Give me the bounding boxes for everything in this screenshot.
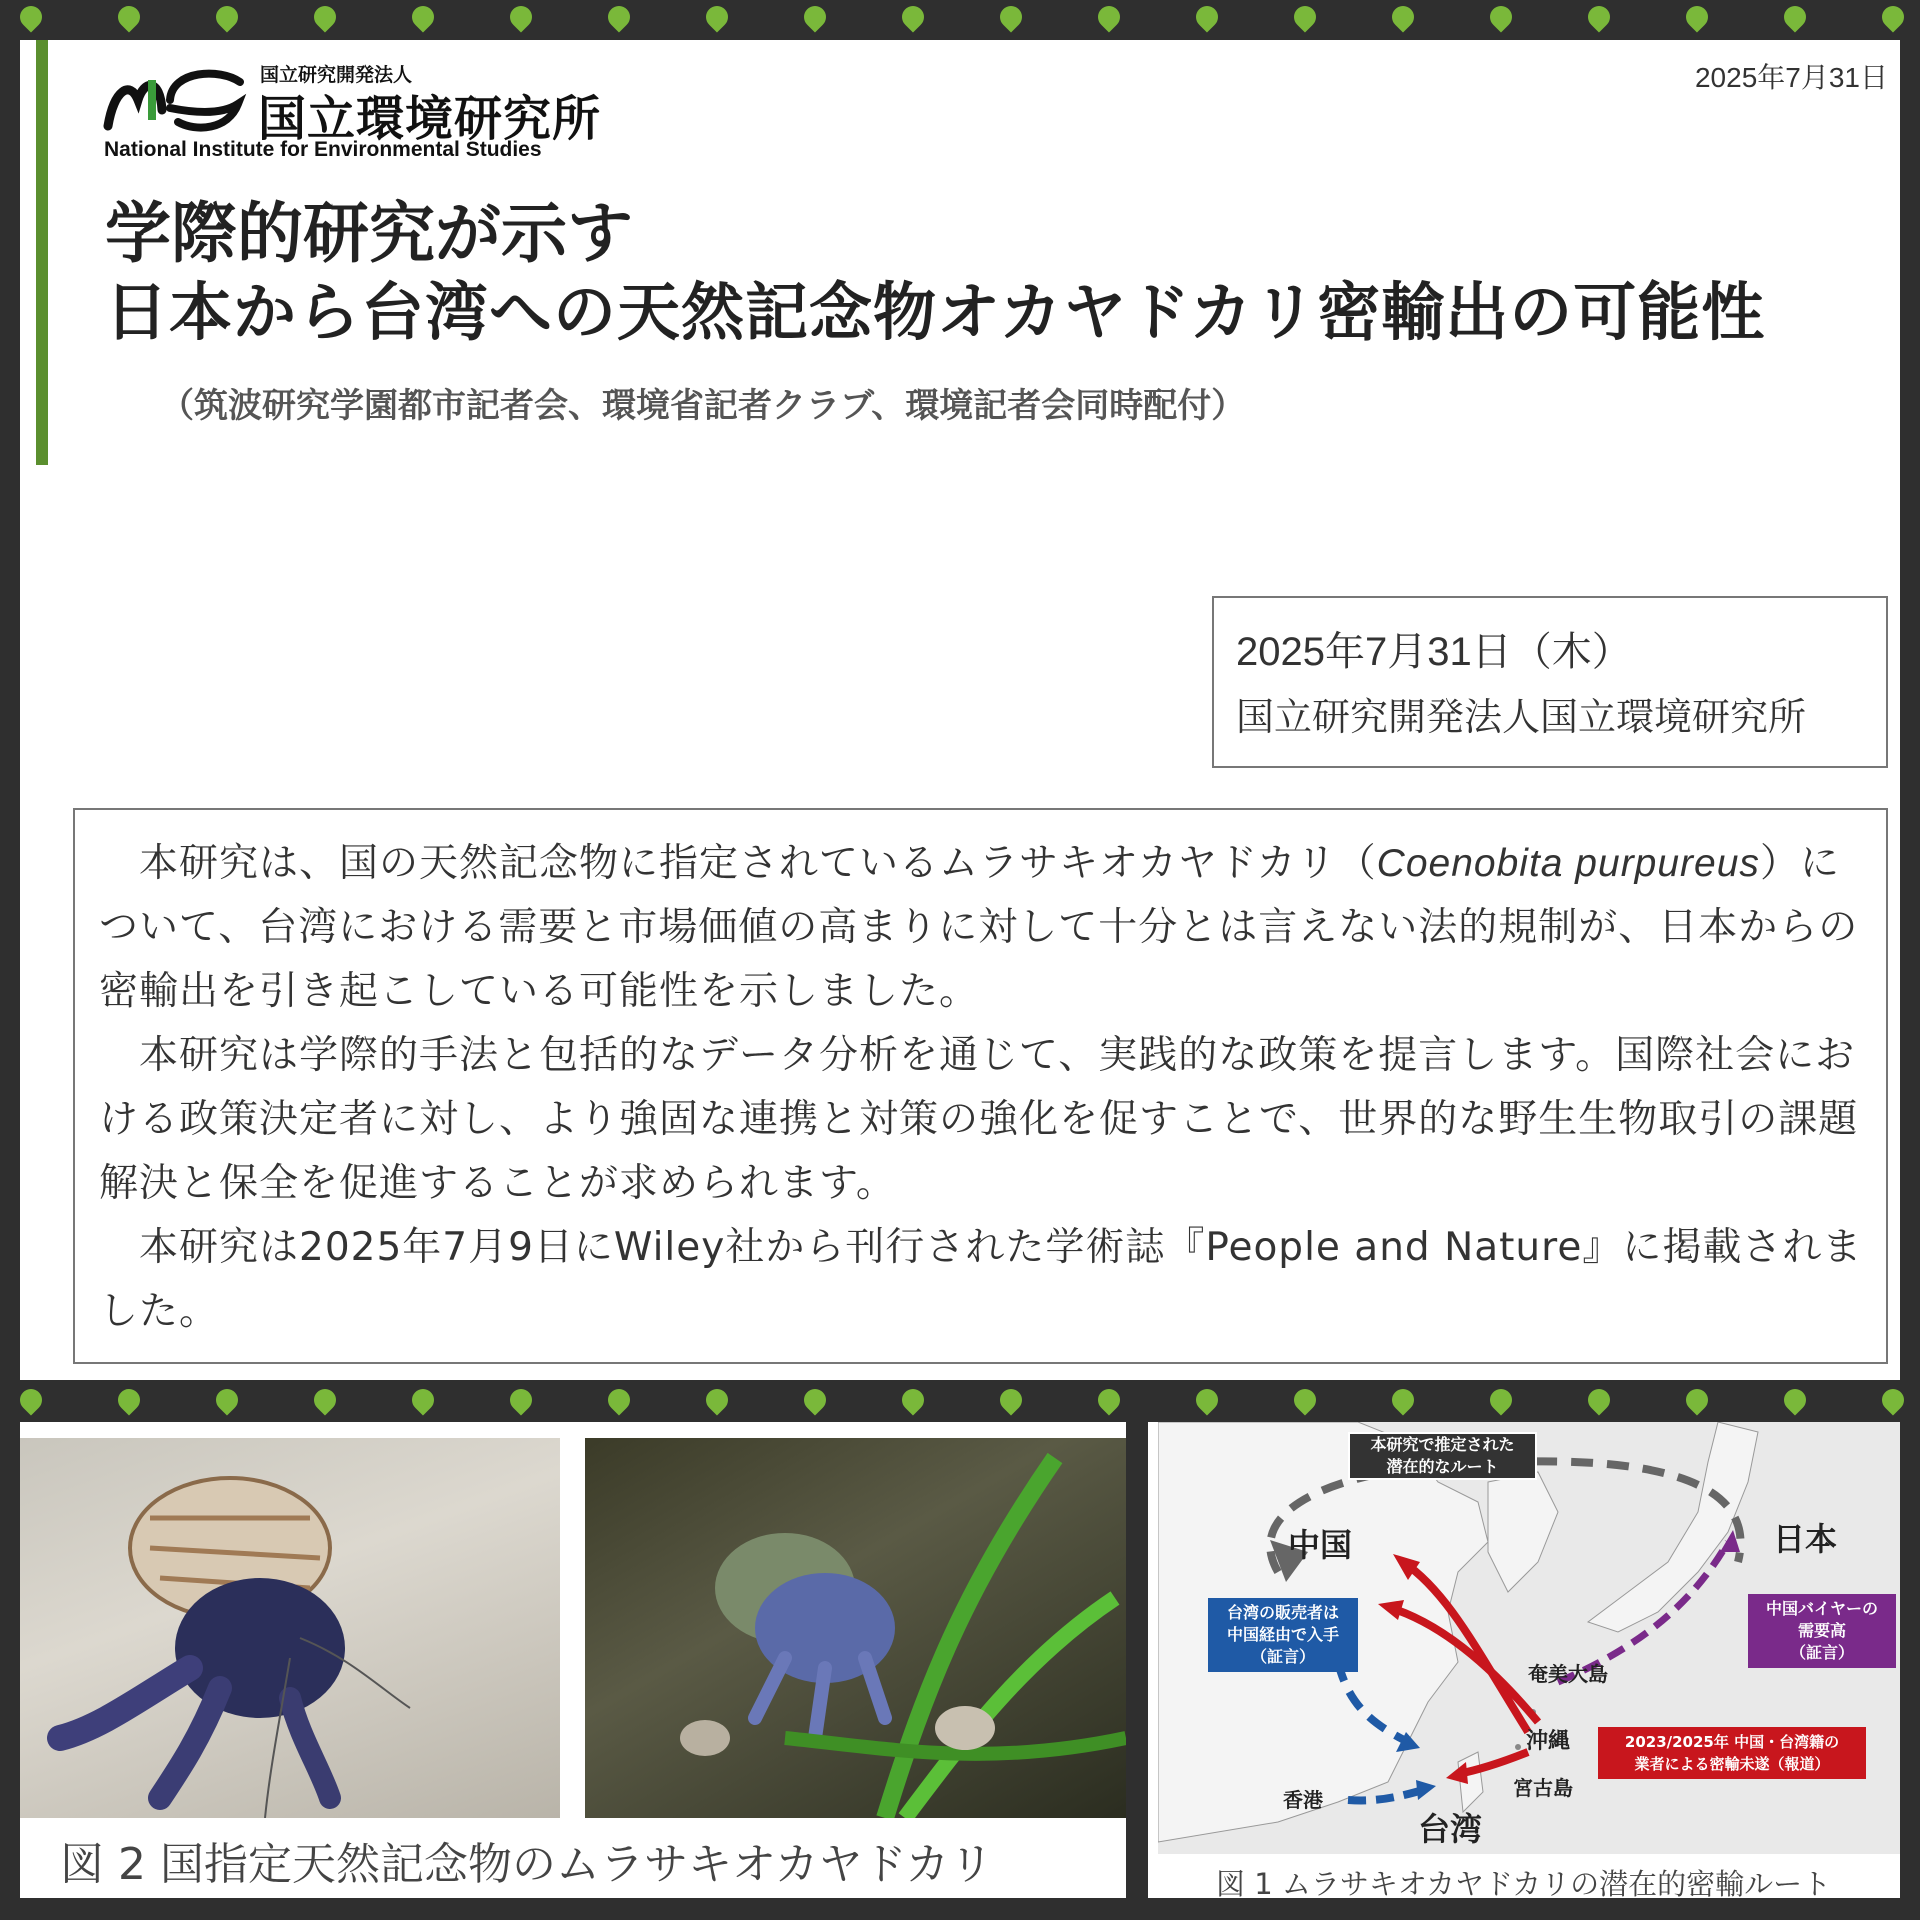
heart-decoration-icon xyxy=(897,4,928,33)
distribution-note: （筑波研究学園都市記者会、環境省記者クラブ、環境記者会同時配付） xyxy=(160,386,1246,426)
heart-decoration-icon xyxy=(505,1387,536,1416)
heart-decoration-icon xyxy=(995,1387,1026,1416)
heart-decoration-icon xyxy=(995,4,1026,33)
heart-decoration-icon xyxy=(211,4,242,33)
summary-paragraph-2: 本研究は学際的手法と包括的なデータ分析を通じて、実践的な政策を提言します。国際社会における政策決定者に対し、より強固な連携と対策の強化を促すことで、世界的な野生生物取引の課題解決と保全を促進することが求められます。 xyxy=(99,1033,1859,1206)
logo-subtitle: 国立研究開発法人 xyxy=(260,64,413,86)
press-release-page xyxy=(20,40,1900,1380)
hermit-crab-in-grass-image xyxy=(585,1438,1126,1818)
heart-decoration-icon xyxy=(897,1387,928,1416)
figure-1-panel xyxy=(1148,1422,1900,1901)
heart-decoration-icon xyxy=(1191,4,1222,33)
label-miyako: 宮古島 xyxy=(1513,1776,1573,1800)
hermit-crab-image xyxy=(20,1438,560,1818)
summary-paragraph-1 xyxy=(99,832,1864,1024)
accent-bar xyxy=(36,40,48,465)
heart-decoration-icon xyxy=(1779,1387,1810,1416)
smuggling-route-map xyxy=(1158,1422,1900,1854)
taiwan-seller-text: 台湾の販売者は 中国経由で入手 （証言） xyxy=(1226,1603,1339,1666)
summary-paragraph-3: 本研究は2025年7月9日にWiley社から刊行された学術誌『People and Nature』に掲載されました。 xyxy=(99,1225,1863,1334)
taiwan-seller-box xyxy=(1208,1598,1358,1672)
heart-decoration-icon xyxy=(1779,4,1810,33)
header-date: 2025年7月31日 xyxy=(1694,62,1888,93)
heart-decoration-icon xyxy=(1387,1387,1418,1416)
heart-decoration-icon xyxy=(1093,4,1124,33)
heart-decoration-icon xyxy=(309,1387,340,1416)
heart-decoration-icon xyxy=(701,4,732,33)
release-date: 2025年7月31日（木） xyxy=(1236,630,1632,674)
buyer-demand-text: 中国バイヤーの 需要高 （証言） xyxy=(1765,1599,1878,1662)
summary-text: ）について、台湾における需要と市場価値の高まりに対して十分とは言えない法的規制が、日本からの密輸出を引き起こしている可能性を示しました。 xyxy=(99,841,1859,1014)
summary-text: 本研究は、国の天然記念物に指定されているムラサキオカヤドカリ（ xyxy=(139,841,1377,886)
heart-decoration-icon xyxy=(1681,4,1712,33)
species-name: Coenobita purpureus xyxy=(1376,842,1760,885)
heart-decoration-icon xyxy=(505,4,536,33)
heart-decoration-icon xyxy=(211,1387,242,1416)
figure-1-caption: 図 1 ムラサキオカヤドカリの潜在的密輸ルート xyxy=(1216,1867,1832,1901)
heart-decoration-icon xyxy=(1093,1387,1124,1416)
smuggling-attempt-box xyxy=(1598,1727,1866,1779)
route-label-text: 本研究で推定された 潜在的なルート xyxy=(1370,1435,1515,1476)
heart-decoration-icon xyxy=(1289,4,1320,33)
buyer-demand-box xyxy=(1748,1594,1896,1668)
heart-decoration-icon xyxy=(1681,1387,1712,1416)
title-line-2: 日本から台湾への天然記念物オカヤドカリ密輸出の可能性 xyxy=(105,276,1766,349)
label-amami: 奄美大島 xyxy=(1528,1662,1608,1686)
label-hongkong: 香港 xyxy=(1283,1788,1323,1812)
heart-decoration-icon xyxy=(15,1387,46,1416)
heart-decoration-icon xyxy=(1485,4,1516,33)
release-info-box xyxy=(1212,596,1888,768)
heart-decoration-icon xyxy=(1191,1387,1222,1416)
title-line-1: 学際的研究が示す xyxy=(105,195,633,272)
heart-decoration-icon xyxy=(603,1387,634,1416)
heart-decoration-icon xyxy=(1583,1387,1614,1416)
figure-2-panel xyxy=(20,1422,1126,1898)
route-label-box xyxy=(1348,1432,1537,1480)
summary-box xyxy=(73,808,1888,1364)
heart-decoration-icon xyxy=(113,4,144,33)
release-organization: 国立研究開発法人国立環境研究所 xyxy=(1236,695,1807,739)
nies-logo xyxy=(100,52,660,162)
decorative-border-top xyxy=(0,4,1920,34)
nies-logo-mark-icon xyxy=(100,60,250,140)
heart-decoration-icon xyxy=(309,4,340,33)
heart-decoration-icon xyxy=(407,1387,438,1416)
heart-decoration-icon xyxy=(113,1387,144,1416)
heart-decoration-icon xyxy=(701,1387,732,1416)
heart-decoration-icon xyxy=(1877,1387,1908,1416)
heart-decoration-icon xyxy=(1583,4,1614,33)
figure-2-caption: 図 2 国指定天然記念物のムラサキオカヤドカリ xyxy=(60,1839,994,1890)
label-japan: 日本 xyxy=(1773,1520,1838,1558)
smuggling-attempt-text: 2023/2025年 中国・台湾籍の 業者による密輸未遂（報道） xyxy=(1624,1733,1840,1773)
heart-decoration-icon xyxy=(1877,4,1908,33)
heart-decoration-icon xyxy=(1387,4,1418,33)
heart-decoration-icon xyxy=(407,4,438,33)
heart-decoration-icon xyxy=(799,4,830,33)
label-taiwan: 台湾 xyxy=(1418,1810,1483,1848)
label-china: 中国 xyxy=(1288,1526,1353,1564)
heart-decoration-icon xyxy=(1485,1387,1516,1416)
hermit-crab-photo-2 xyxy=(585,1438,1126,1818)
hermit-crab-photo-1 xyxy=(20,1438,560,1818)
logo-name-ja: 国立環境研究所 xyxy=(258,91,602,147)
heart-decoration-icon xyxy=(603,4,634,33)
decorative-border-middle xyxy=(0,1387,1920,1417)
heart-decoration-icon xyxy=(1289,1387,1320,1416)
heart-decoration-icon xyxy=(15,4,46,33)
label-okinawa: 沖縄 xyxy=(1526,1729,1571,1754)
heart-decoration-icon xyxy=(799,1387,830,1416)
logo-name-en: National Institute for Environmental Studies xyxy=(104,138,542,161)
